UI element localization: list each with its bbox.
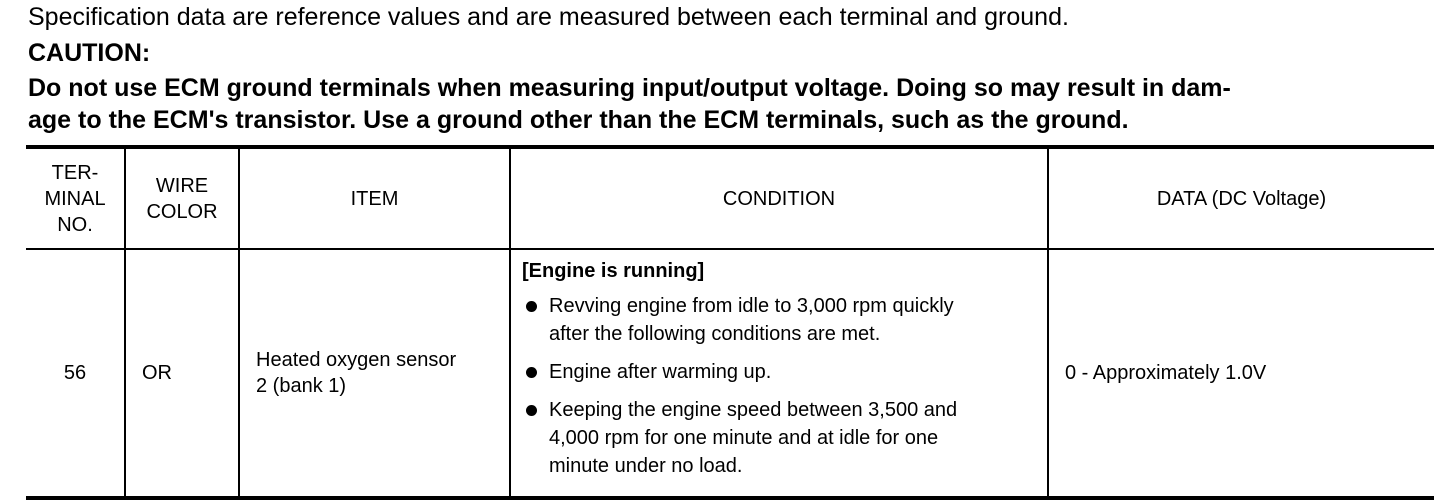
condition-list: [522, 292, 1037, 480]
caution-body: [28, 72, 1438, 136]
header-terminal-no: TER- MINAL NO.: [26, 147, 125, 249]
bullet-icon: [526, 367, 537, 378]
cell-item: Heated oxygen sensor 2 (bank 1): [239, 249, 510, 498]
table-row: [26, 249, 1434, 498]
caution-title: CAUTION:: [28, 39, 151, 67]
bullet-icon: [526, 301, 537, 312]
cell-wire-color: OR: [125, 249, 239, 498]
table-header-row: [26, 147, 1434, 249]
list-item: Keeping the engine speed between 3,500 and 4,000 rpm for one minute and at idle for one minute under no load.: [522, 396, 1037, 480]
header-condition: CONDITION: [510, 147, 1048, 249]
bullet-icon: [526, 405, 537, 416]
caution-line: age to the ECM's transistor. Use a ground other than the ECM terminals, such as the ground.: [28, 106, 1129, 134]
caution-line: Do not use ECM ground terminals when measuring input/output voltage. Doing so may result in dam-: [28, 74, 1231, 102]
cell-terminal-no: 56: [26, 249, 125, 498]
list-item: Engine after warming up.: [522, 358, 1037, 386]
header-data: DATA (DC Voltage): [1048, 147, 1434, 249]
intro-text: Specification data are reference values and are measured between each terminal and ground.: [28, 3, 1069, 31]
cell-condition: [510, 249, 1048, 498]
terminal-spec-table: [26, 145, 1434, 500]
cell-data: 0 - Approximately 1.0V: [1065, 362, 1267, 384]
list-item: Revving engine from idle to 3,000 rpm quickly after the following conditions are met.: [522, 292, 1037, 348]
header-wire-color: WIRE COLOR: [125, 147, 239, 249]
condition-heading: [Engine is running]: [522, 260, 705, 282]
header-item: ITEM: [239, 147, 510, 249]
